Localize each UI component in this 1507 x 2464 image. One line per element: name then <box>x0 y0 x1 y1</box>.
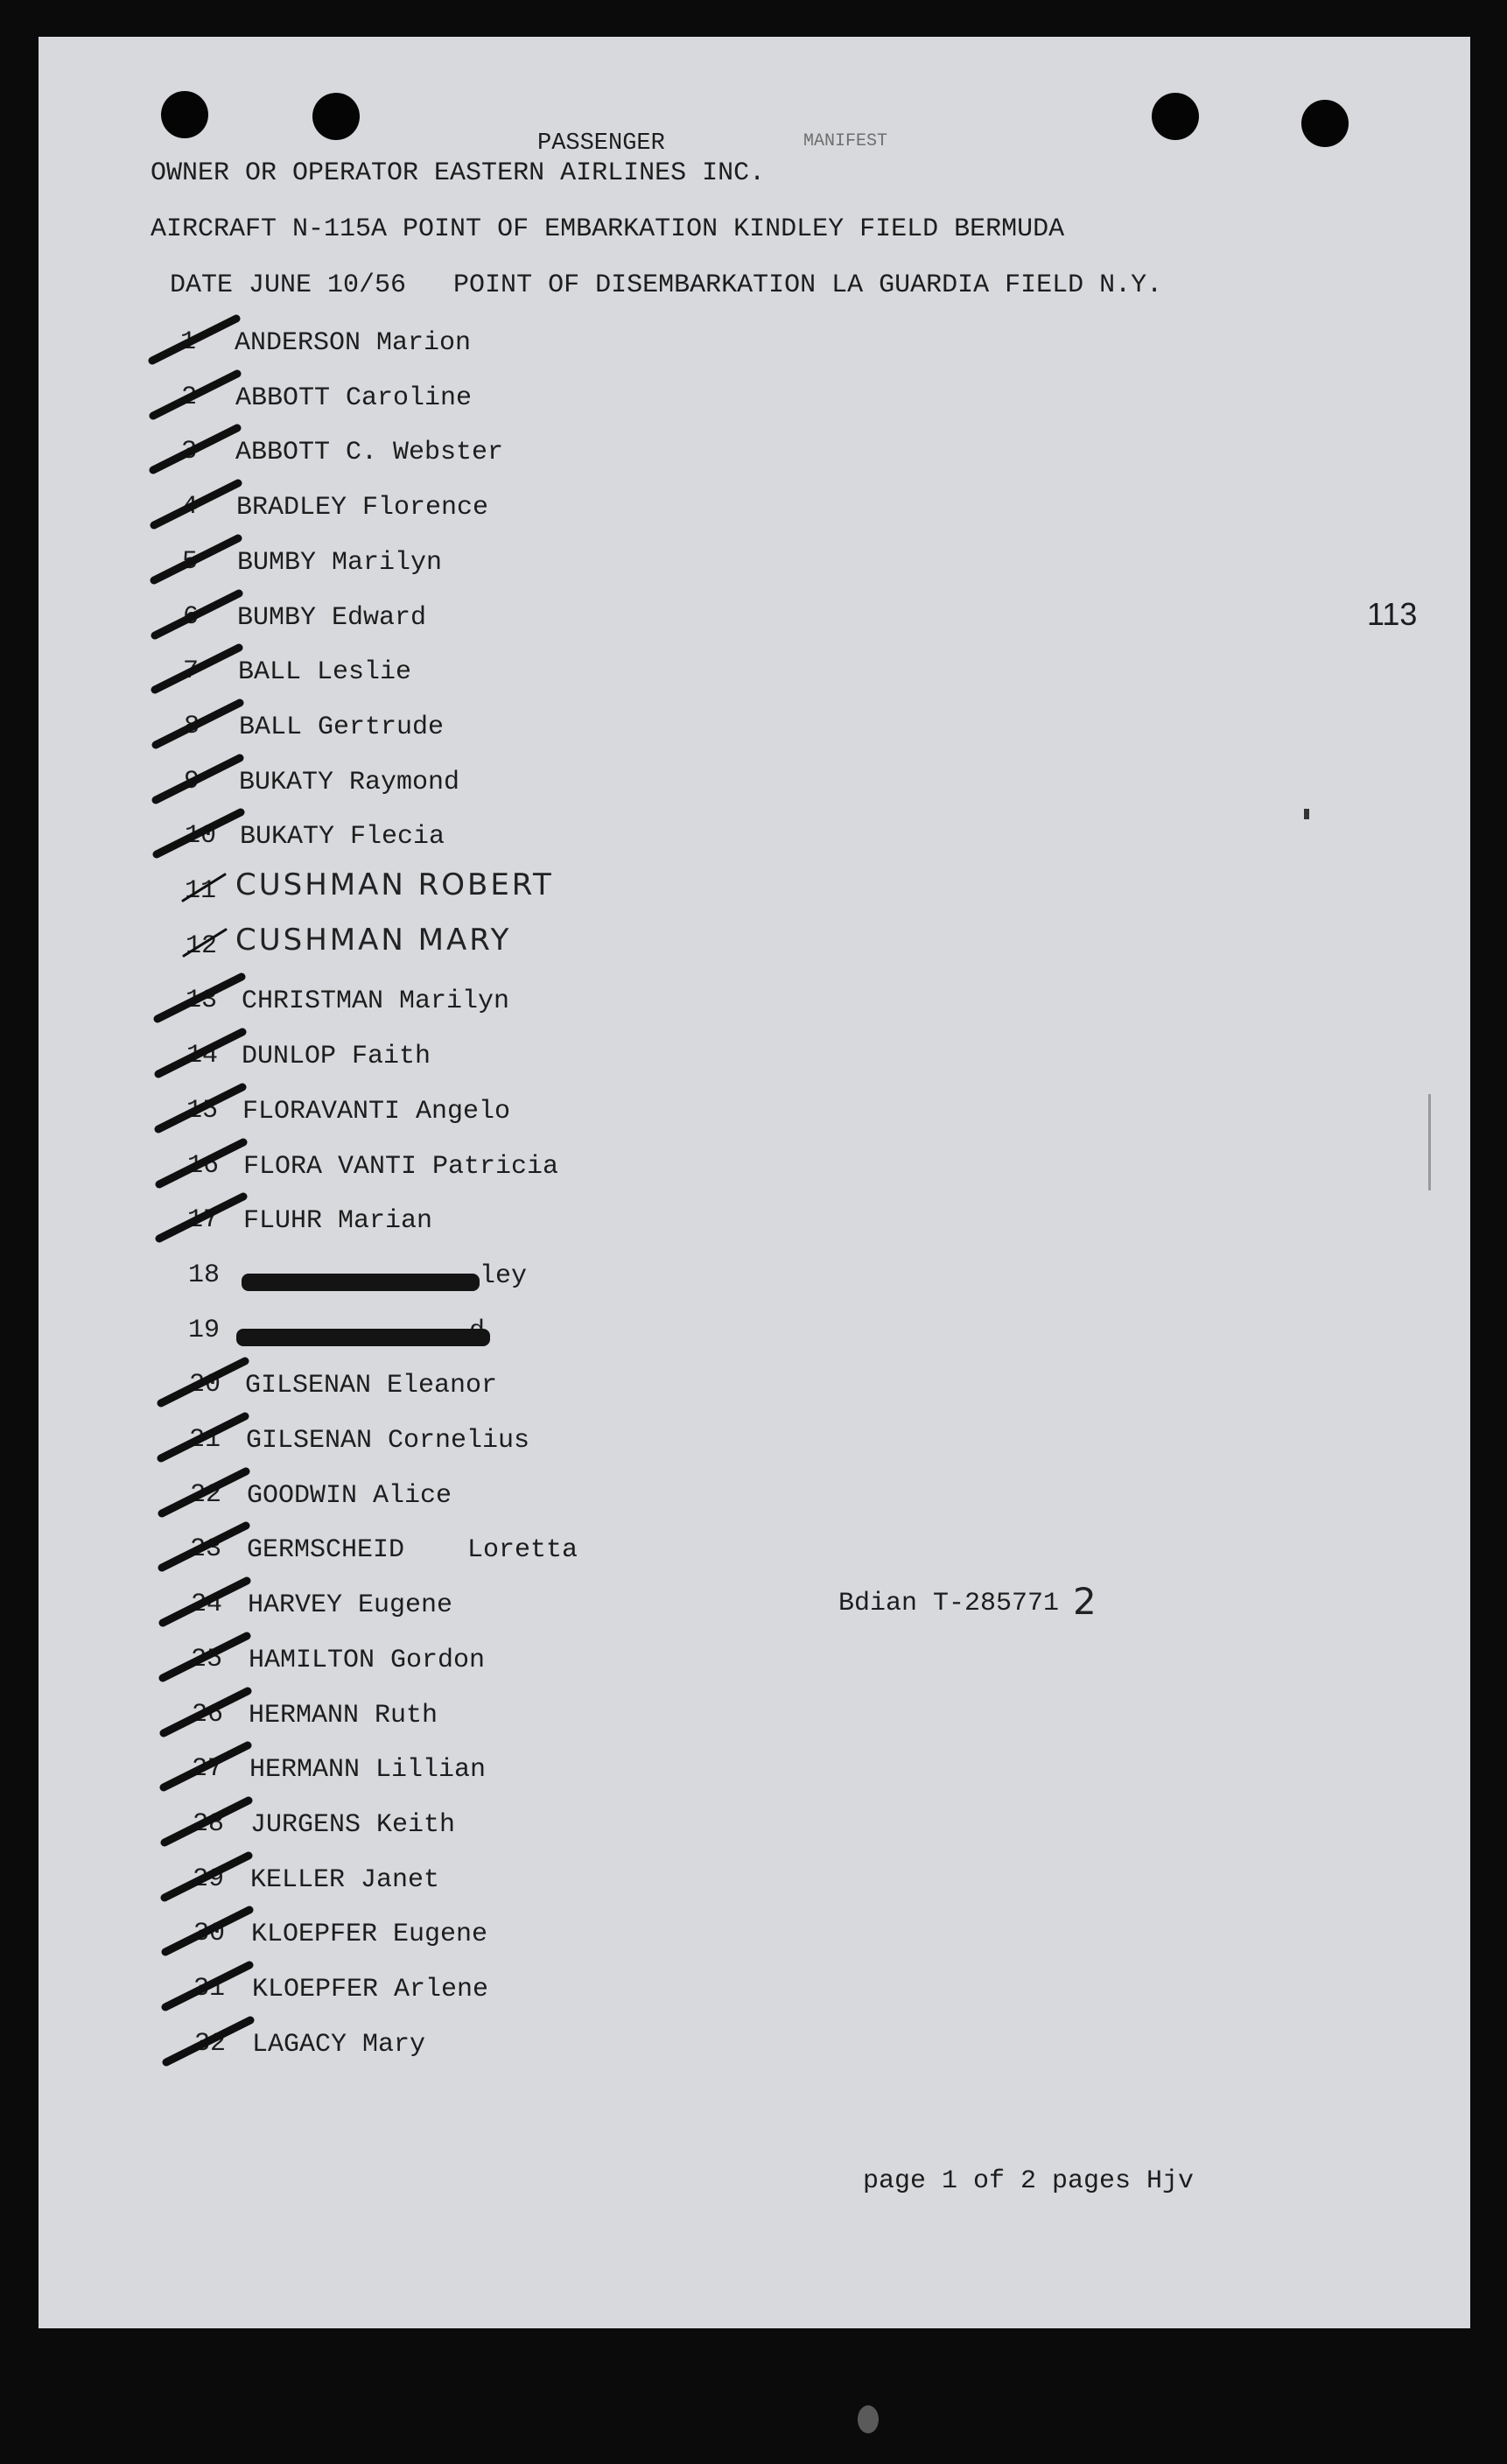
passenger-name: CUSHMAN MARY <box>235 923 512 958</box>
check-mark <box>155 593 239 635</box>
passenger-name: ABBOTT Caroline <box>235 383 473 413</box>
check-mark <box>165 1910 249 1952</box>
row-number: 24 <box>191 1590 223 1619</box>
row-number: 8 <box>184 712 200 741</box>
row-number: 1 <box>180 327 197 357</box>
row-number: 21 <box>189 1425 221 1455</box>
check-mark <box>156 703 240 745</box>
check-mark <box>164 1745 248 1787</box>
passenger-name: HERMANN Lillian <box>249 1755 487 1785</box>
passenger-name: BALL Leslie <box>238 657 412 687</box>
passenger-name: GOODWIN Alice <box>247 1481 452 1511</box>
aircraft-line: AIRCRAFT N-115A POINT OF EMBARKATION KINDLEY FIELD BERMUDA <box>151 214 1065 244</box>
bdian-handwritten-digit: 2 <box>1073 1580 1099 1623</box>
row-number: 20 <box>189 1370 221 1400</box>
row-number: 10 <box>185 821 217 851</box>
row-number: 14 <box>186 1041 219 1071</box>
row-number: 7 <box>183 656 200 686</box>
check-mark <box>154 538 238 580</box>
row-number: 5 <box>182 547 199 577</box>
row-number: 11 <box>185 876 217 906</box>
passenger-name: FLORAVANTI Angelo <box>242 1097 511 1127</box>
row-number: 19 <box>188 1316 221 1345</box>
check-mark <box>165 1965 249 2007</box>
check-mark <box>154 483 238 525</box>
page-number: 113 <box>1367 596 1418 632</box>
check-mark <box>158 1032 242 1074</box>
paper-speck <box>1428 1094 1431 1190</box>
check-mark <box>153 374 237 416</box>
row-number: 27 <box>192 1754 224 1784</box>
check-mark <box>163 1581 247 1623</box>
passenger-name: FLORA VANTI Patricia <box>243 1152 559 1182</box>
row-number: 23 <box>190 1534 222 1564</box>
row-number: 25 <box>191 1645 223 1674</box>
passenger-name: BUMBY Marilyn <box>237 548 443 578</box>
row-number: 3 <box>181 437 198 467</box>
row-number: 12 <box>186 931 218 961</box>
passenger-name: BUKATY Raymond <box>239 768 460 797</box>
check-mark <box>156 758 240 800</box>
passenger-name: BALL Gertrude <box>239 713 445 742</box>
row-number: 26 <box>192 1700 224 1730</box>
passenger-name: BRADLEY Florence <box>236 493 489 523</box>
check-mark <box>158 1087 242 1129</box>
check-mark <box>161 1416 245 1458</box>
row-number: 16 <box>187 1151 220 1181</box>
footer-page-text: page 1 of 2 pages Hjv <box>863 2166 1195 2196</box>
check-mark <box>165 1856 249 1898</box>
row-number: 17 <box>187 1205 220 1235</box>
check-mark <box>162 1471 246 1513</box>
row-number: 4 <box>182 492 199 522</box>
row-number: 18 <box>188 1260 221 1290</box>
check-mark <box>155 648 239 690</box>
passenger-name: GILSENAN Cornelius <box>246 1426 530 1456</box>
passenger-name: ANDERSON Marion <box>235 328 472 358</box>
row-number: 13 <box>186 986 218 1015</box>
check-mark <box>164 1691 248 1733</box>
check-mark <box>152 319 236 361</box>
row-number: 22 <box>190 1480 222 1510</box>
check-mark <box>165 1801 249 1843</box>
check-mark <box>166 2020 250 2062</box>
passenger-name: KLOEPFER Eugene <box>251 1920 488 1949</box>
row-number: 2 <box>181 383 198 412</box>
date-line: DATE JUNE 10/56 POINT OF DISEMBARKATION LA GUARDIA FIELD N.Y. <box>170 270 1163 300</box>
passenger-name: HAMILTON Gordon <box>249 1646 486 1675</box>
row-number: 15 <box>186 1096 219 1126</box>
check-mark <box>159 1197 243 1239</box>
row-number: 31 <box>193 1974 226 2004</box>
row-number: 6 <box>183 602 200 632</box>
row-number: 29 <box>193 1864 225 1894</box>
check-mark <box>183 874 225 901</box>
passenger-name: GERMSCHEID Loretta <box>247 1535 578 1565</box>
check-mark <box>159 1142 243 1184</box>
passenger-name: CHRISTMAN Marilyn <box>242 986 510 1016</box>
check-mark <box>184 930 226 956</box>
passenger-name: ABBOTT C. Webster <box>235 438 504 467</box>
check-mark <box>157 812 241 854</box>
row-number: 30 <box>193 1919 226 1948</box>
passenger-name: KELLER Janet <box>250 1865 440 1895</box>
row-number: 32 <box>194 2029 227 2059</box>
bdian-note: Bdian T-285771 <box>838 1589 1060 1618</box>
passenger-name: HERMANN Ruth <box>249 1701 438 1730</box>
paper-speck <box>1304 809 1309 819</box>
passenger-name: FLUHR Marian <box>243 1206 433 1236</box>
check-mark <box>163 1636 247 1678</box>
passenger-name: LAGACY Mary <box>252 2030 426 2060</box>
passenger-name: BUMBY Edward <box>237 603 427 633</box>
check-mark <box>162 1526 246 1568</box>
passenger-name: CUSHMAN ROBERT <box>235 867 554 902</box>
film-speck <box>858 2405 879 2433</box>
passenger-name: JURGENS Keith <box>250 1810 456 1840</box>
form-title-left: PASSENGER <box>537 130 665 157</box>
check-mark <box>158 977 242 1019</box>
row-number: 9 <box>184 767 200 797</box>
check-mark <box>161 1361 245 1403</box>
check-mark <box>153 428 237 470</box>
owner-line: OWNER OR OPERATOR EASTERN AIRLINES INC. <box>151 158 766 188</box>
passenger-name: BUKATY Flecia <box>240 822 445 852</box>
passenger-name: HARVEY Eugene <box>248 1590 453 1620</box>
passenger-name: ley <box>480 1261 528 1291</box>
passenger-name: GILSENAN Eleanor <box>245 1371 498 1400</box>
passenger-name: KLOEPFER Arlene <box>252 1975 489 2004</box>
passenger-name: DUNLOP Faith <box>242 1042 431 1071</box>
form-title-right: MANIFEST <box>803 131 888 151</box>
row-number: 28 <box>193 1809 225 1839</box>
